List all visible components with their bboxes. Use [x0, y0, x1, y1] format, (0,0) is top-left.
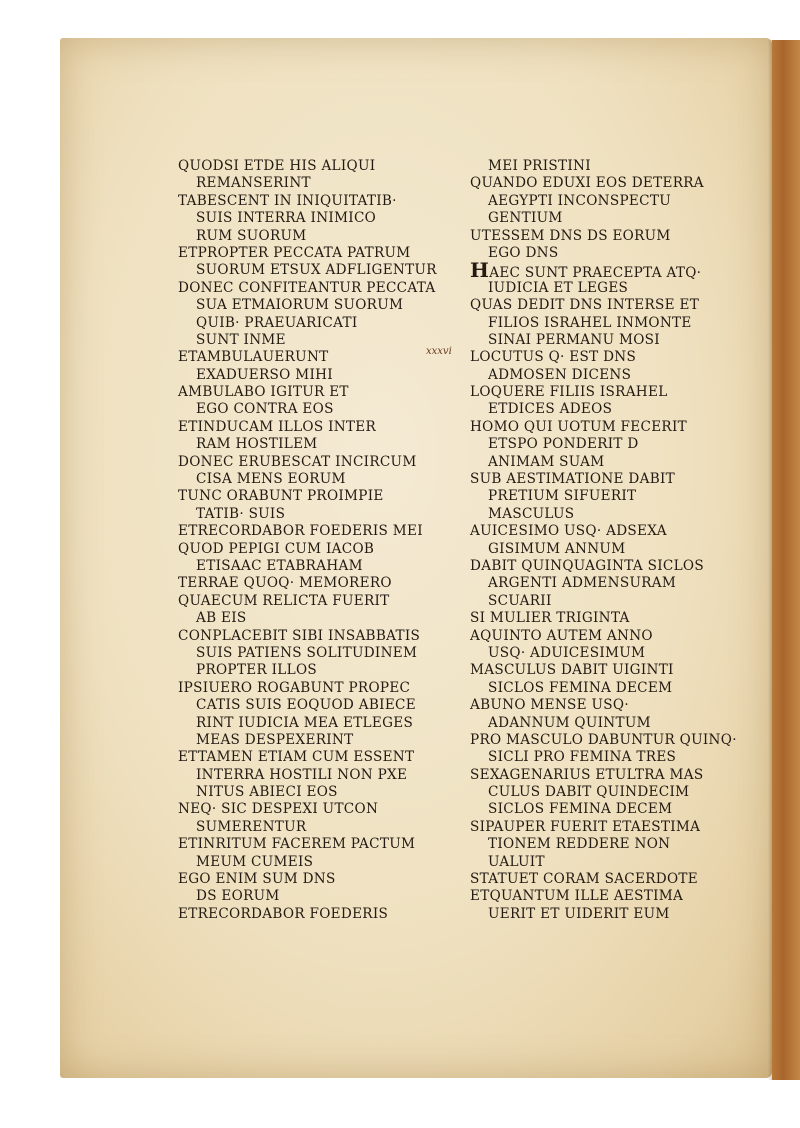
- text-line: ETRECORDABOR FOEDERIS: [178, 905, 389, 922]
- left-text-column: [178, 158, 437, 923]
- text-line: GISIMUM ANNUM: [488, 540, 626, 557]
- text-line-rest: AEC SUNT PRAECEPTA ATQ·: [489, 265, 702, 282]
- text-line: SINAI PERMANU MOSI: [488, 331, 660, 348]
- text-line: SUB AESTIMATIONE DABIT: [470, 471, 676, 488]
- text-line: ETQUANTUM ILLE AESTIMA: [470, 888, 684, 905]
- text-line: TIONEM REDDERE NON: [488, 836, 671, 853]
- text-line: AMBULABO IGITUR ET: [178, 384, 349, 401]
- text-line: ADANNUM QUINTUM: [488, 714, 651, 731]
- text-line: REMANSERINT: [196, 175, 311, 192]
- text-line: SUORUM ETSUX ADFLIGENTUR: [196, 262, 437, 279]
- text-line: MASCULUS DABIT UIGINTI: [470, 662, 674, 679]
- text-line: AEGYPTI INCONSPECTU: [488, 192, 671, 209]
- text-line: PRETIUM SIFUERIT: [488, 488, 637, 505]
- text-line: ABUNO MENSE USQ·: [470, 697, 629, 714]
- text-line: UERIT ET UIDERIT EUM: [488, 905, 670, 922]
- text-line: HOMO QUI UOTUM FECERIT: [470, 418, 687, 435]
- text-line: TATIB· SUIS: [196, 505, 286, 522]
- marginal-note: xxxvi: [426, 346, 452, 357]
- text-line: UTESSEM DNS DS EORUM: [470, 227, 671, 244]
- text-line: AB EIS: [196, 610, 247, 627]
- text-line: AQUINTO AUTEM ANNO: [470, 627, 653, 644]
- text-line: IPSIUERO ROGABUNT PROPEC: [178, 679, 411, 696]
- text-line: CATIS SUIS EOQUOD ABIECE: [196, 697, 416, 714]
- text-line: TERRAE QUOQ· MEMORERO: [178, 575, 392, 592]
- text-line: MEAS DESPEXERINT: [196, 731, 354, 748]
- text-line: [470, 258, 735, 283]
- text-line: TABESCENT IN INIQUITATIB·: [178, 192, 397, 209]
- text-line: QUODSI ETDE HIS ALIQUI: [178, 158, 376, 174]
- text-line: RINT IUDICIA MEA ETLEGES: [196, 714, 414, 731]
- text-line: LOQUERE FILIIS ISRAHEL: [470, 384, 668, 401]
- text-line: DS EORUM: [196, 888, 280, 905]
- text-line: STATUET CORAM SACERDOTE: [470, 871, 699, 888]
- text-line: ANIMAM SUAM: [488, 453, 605, 470]
- text-line: CISA MENS EORUM: [196, 471, 346, 488]
- text-line: SICLOS FEMINA DECEM: [488, 679, 673, 696]
- text-line: AUICESIMO USQ· ADSEXA: [470, 523, 667, 540]
- text-line: DABIT QUINQUAGINTA SICLOS: [470, 557, 704, 574]
- text-line: SUA ETMAIORUM SUORUM: [196, 297, 404, 314]
- text-line: DONEC ERUBESCAT INCIRCUM: [178, 453, 417, 470]
- text-line: SEXAGENARIUS ETULTRA MAS: [470, 766, 704, 783]
- text-line: FILIOS ISRAHEL INMONTE: [488, 314, 692, 331]
- text-line: EGO ENIM SUM DNS: [178, 871, 336, 888]
- text-line: IUDICIA ET LEGES: [488, 279, 629, 296]
- text-line: MEI PRISTINI: [488, 158, 591, 174]
- text-line: UALUIT: [488, 853, 545, 870]
- right-text-column: [470, 158, 735, 923]
- text-line: RUM SUORUM: [196, 227, 307, 244]
- text-line: LOCUTUS Q· EST DNS: [470, 349, 637, 366]
- text-line: EXADUERSO MIHI: [196, 366, 333, 383]
- text-line: SCUARII: [488, 592, 552, 609]
- text-line: ETDICES ADEOS: [488, 401, 613, 418]
- text-line: TUNC ORABUNT PROIMPIE: [178, 488, 384, 505]
- text-line: NITUS ABIECI EOS: [196, 784, 338, 801]
- text-line: SUIS PATIENS SOLITUDINEM: [196, 644, 418, 661]
- text-line: QUOD PEPIGI CUM IACOB: [178, 540, 375, 557]
- text-line: QUAECUM RELICTA FUERIT: [178, 592, 390, 609]
- text-line: ETINDUCAM ILLOS INTER: [178, 418, 377, 435]
- text-line: NEQ· SIC DESPEXI UTCON: [178, 801, 379, 818]
- text-line: DONEC CONFITEANTUR PECCATA: [178, 279, 436, 296]
- text-line: ETSPO PONDERIT D: [488, 436, 639, 453]
- text-line: QUANDO EDUXI EOS DETERRA: [470, 175, 704, 192]
- text-line: RAM HOSTILEM: [196, 436, 318, 453]
- text-line: EGO CONTRA EOS: [196, 401, 334, 418]
- text-line: SUNT INME: [196, 331, 286, 348]
- text-line: SI MULIER TRIGINTA: [470, 610, 630, 627]
- text-line: CULUS DABIT QUINDECIM: [488, 784, 690, 801]
- text-line: QUIB· PRAEUARICATI: [196, 314, 358, 331]
- text-line: INTERRA HOSTILI NON PXE: [196, 766, 408, 783]
- text-line: ETTAMEN ETIAM CUM ESSENT: [178, 749, 415, 766]
- text-line: ETRECORDABOR FOEDERIS MEI: [178, 523, 423, 540]
- text-line: CONPLACEBIT SIBI INSABBATIS: [178, 627, 421, 644]
- text-line: ETAMBULAUERUNT: [178, 349, 329, 366]
- text-line: PROPTER ILLOS: [196, 662, 317, 679]
- book-spine: [772, 40, 800, 1080]
- text-line: PRO MASCULO DABUNTUR QUINQ·: [470, 731, 737, 748]
- text-line: SUMERENTUR: [196, 818, 307, 835]
- decorated-initial: H: [470, 258, 490, 283]
- text-line: SIPAUPER FUERIT ETAESTIMA: [470, 818, 701, 835]
- text-line: ETINRITUM FACEREM PACTUM: [178, 836, 416, 853]
- text-line: ADMOSEN DICENS: [488, 366, 632, 383]
- text-line: ETISAAC ETABRAHAM: [196, 557, 363, 574]
- text-line: ETPROPTER PECCATA PATRUM: [178, 244, 411, 261]
- text-line: SICLI PRO FEMINA TRES: [488, 749, 677, 766]
- text-line: EGO DNS: [488, 244, 559, 261]
- text-line: MASCULUS: [488, 505, 575, 522]
- text-line: GENTIUM: [488, 210, 563, 227]
- text-line: QUAS DEDIT DNS INTERSE ET: [470, 297, 700, 314]
- text-line: USQ· ADUICESIMUM: [488, 644, 646, 661]
- text-line: SICLOS FEMINA DECEM: [488, 801, 673, 818]
- text-line: MEUM CUMEIS: [196, 853, 314, 870]
- text-line: SUIS INTERRA INIMICO: [196, 210, 377, 227]
- text-line: ARGENTI ADMENSURAM: [488, 575, 677, 592]
